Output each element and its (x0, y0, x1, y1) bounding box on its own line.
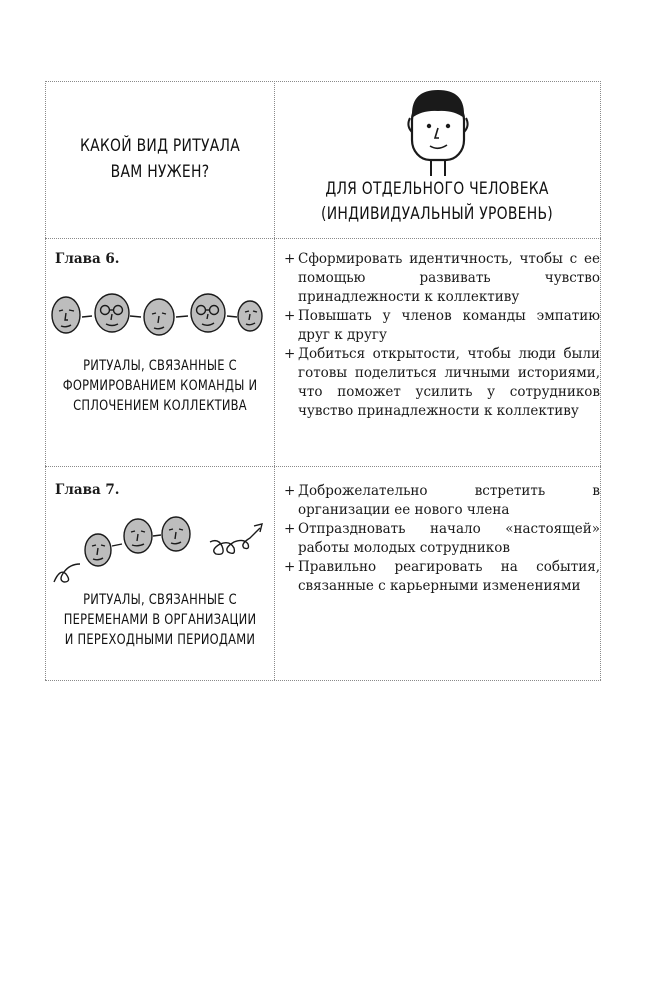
person-head-icon (398, 84, 478, 184)
list-item: + Повышать у членов команды эмпатию друг к другу (282, 307, 600, 345)
list-item: + Доброжелательно встретить в организации ее нового члена (282, 482, 600, 520)
list-item: + Добиться открытости, чтобы люди были готовы поделиться личными историями, что поможет усилить у сотрудников чувство принадлежности к коллективу (282, 345, 600, 421)
row-divider-1 (45, 238, 601, 239)
chapter-7-caption: РИТУАЛЫ, СВЯЗАННЫЕ С ПЕРЕМЕНАМИ В ОРГАНИЗАЦИИ И ПЕРЕХОДНЫМИ ПЕРИОДАМИ (63, 592, 257, 648)
table-right-rule (600, 81, 601, 680)
transition-faces-illustration (50, 508, 270, 588)
ritual-type-question: КАКОЙ ВИД РИТУАЛА ВАМ НУЖЕН? (79, 136, 241, 182)
row-divider-2 (45, 466, 601, 467)
list-item: + Отпраздновать начало «настоящей» работы молодых сотрудников (282, 520, 600, 558)
chapter-7-goals (282, 482, 600, 596)
chapter-7-label: Глава 7. (55, 482, 120, 498)
table-left-rule (45, 81, 46, 680)
table-bottom-rule (45, 680, 601, 681)
team-faces-illustration (50, 292, 264, 338)
list-item: + Правильно реагировать на события, связанные с карьерными изменениями (282, 558, 600, 596)
table-center-rule (274, 81, 275, 680)
chapter-6-goals (282, 250, 600, 421)
table-top-rule (45, 81, 601, 82)
chapter-6-label: Глава 6. (55, 251, 120, 267)
chapter-6-caption: РИТУАЛЫ, СВЯЗАННЫЕ С ФОРМИРОВАНИЕМ КОМАНДЫ И СПЛОЧЕНИЕМ КОЛЛЕКТИВА (62, 358, 258, 414)
list-item: + Сформировать идентичность, чтобы с ее помощью развивать чувство принадлежности к коллективу (282, 250, 600, 307)
individual-level-heading: ДЛЯ ОТДЕЛЬНОГО ЧЕЛОВЕКА (ИНДИВИДУАЛЬНЫЙ УРОВЕНЬ) (321, 179, 553, 224)
